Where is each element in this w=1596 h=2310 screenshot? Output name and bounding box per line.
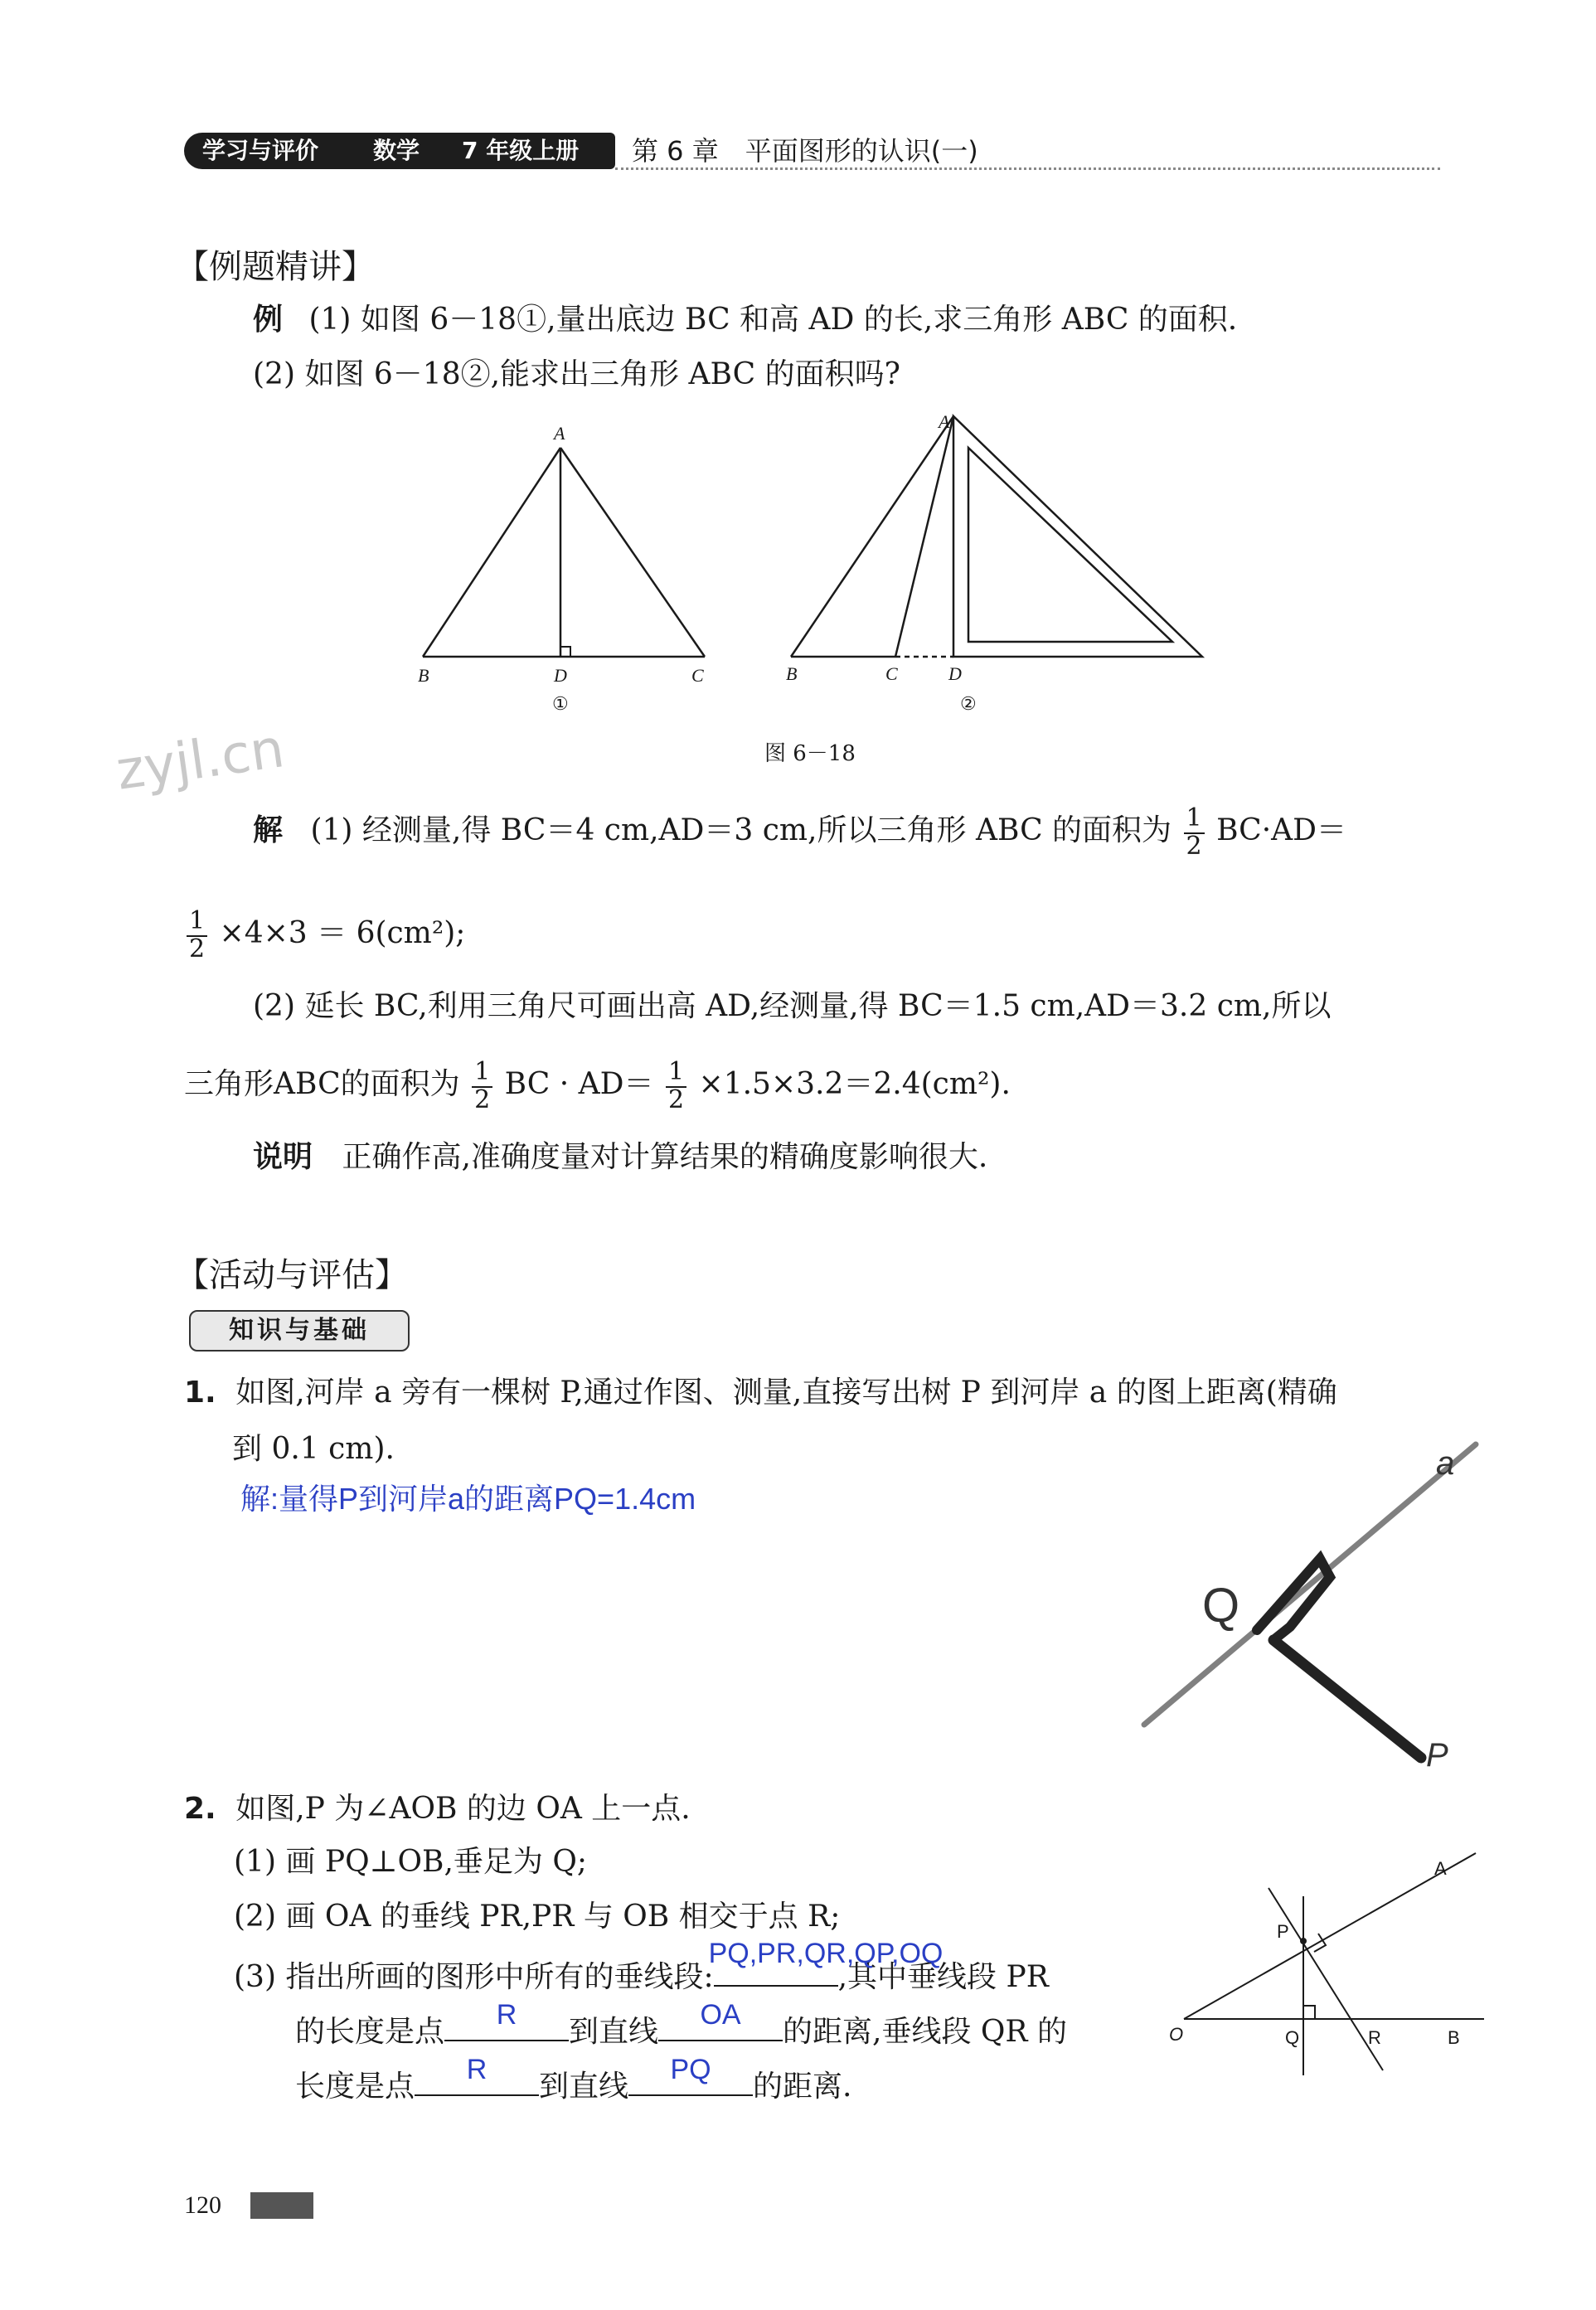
- note-text: 正确作高,准确度量对计算结果的精确度影响很大.: [342, 1140, 988, 1174]
- frac-num: 1: [472, 1060, 492, 1088]
- label-b: B: [418, 665, 429, 686]
- label-p: P: [1277, 1921, 1289, 1942]
- label-c: C: [691, 665, 704, 686]
- frac-num: 1: [666, 1060, 686, 1088]
- step3-text-b: ,其中垂线段 PR: [837, 1960, 1049, 1994]
- example-question-2: (2) 如图 6－18②,能求出三角形 ABC 的面积吗?: [253, 357, 900, 391]
- page-number-bar: [250, 2192, 313, 2219]
- knowledge-basics-tag: 知识与基础: [189, 1310, 410, 1352]
- label-a: A: [939, 411, 950, 432]
- page-number: [184, 2189, 317, 2222]
- label-o: O: [1169, 2024, 1184, 2045]
- frac-den: 2: [474, 1085, 491, 1114]
- fig1-number: ①: [552, 694, 569, 715]
- fraction-half: [666, 1057, 686, 1114]
- fraction-half: [472, 1057, 492, 1114]
- example-question-1: [253, 300, 1237, 340]
- book-title: 学习与评价: [202, 137, 319, 164]
- label-d: D: [554, 665, 567, 686]
- problem-2-text: 如图,P 为∠AOB 的边 OA 上一点.: [235, 1792, 691, 1826]
- blank-point-2[interactable]: [415, 2054, 539, 2096]
- note-label: 说明: [253, 1140, 313, 1174]
- answer-line-1: OA: [700, 1999, 741, 2031]
- label-p: P: [1426, 1737, 1448, 1774]
- right-angle-mark: [560, 647, 570, 657]
- step5-text-a: 长度是点: [295, 2070, 415, 2104]
- set-square-inner: [968, 448, 1172, 642]
- label-c: C: [885, 663, 898, 684]
- sol1-expr: BC·AD＝: [1216, 813, 1347, 847]
- side-ab: [791, 416, 953, 657]
- solution-line-4: [184, 1057, 1011, 1114]
- side-ab: [423, 448, 560, 657]
- page-number-text: 120: [184, 2191, 221, 2219]
- frac-den: 2: [668, 1085, 685, 1114]
- problem-2-step-2: (2) 画 OA 的垂线 PR,PR 与 OB 相交于点 R;: [234, 1900, 841, 1934]
- problem-2-step-1: (1) 画 PQ⊥OB,垂足为 Q;: [234, 1845, 587, 1879]
- problem-1-text: 如图,河岸 a 旁有一棵树 P,通过作图、测量,直接写出树 P 到河岸 a 的图上距离(精确: [235, 1376, 1337, 1410]
- example-label: 例: [253, 303, 284, 337]
- problem-2-step-3-end: [295, 2054, 852, 2107]
- label-b: B: [786, 663, 798, 684]
- answer-point-2: R: [466, 2054, 488, 2085]
- label-r: R: [1368, 2027, 1381, 2048]
- note-line: [253, 1138, 987, 1177]
- problem-2-figure: [1161, 1845, 1492, 2094]
- problem-2-stem: [184, 1789, 691, 1829]
- riverbank-line-a: [1144, 1444, 1476, 1725]
- solution-label: 解: [253, 813, 284, 847]
- q1-text: (1) 如图 6－18①,量出底边 BC 和高 AD 的长,求三角形 ABC 的面积.: [308, 303, 1238, 337]
- header-badge: [184, 133, 615, 169]
- label-q: Q: [1202, 1579, 1240, 1633]
- figure-caption: 图 6－18: [764, 741, 856, 766]
- step4-text-b: 到直线: [569, 2015, 659, 2049]
- step3-text-a: (3) 指出所画的图形中所有的垂线段:: [234, 1960, 714, 1994]
- step4-text-c: 的距离,垂线段 QR 的: [783, 2015, 1067, 2049]
- watermark: zyjl.cn: [112, 718, 289, 803]
- blank-line-2[interactable]: [628, 2054, 753, 2096]
- example-section-title: 【例题精讲】: [176, 248, 375, 286]
- problem-1-line-1: [184, 1373, 1337, 1413]
- label-d: D: [948, 663, 962, 684]
- sol1-text: (1) 经测量,得 BC＝4 cm,AD＝3 cm,所以三角形 ABC 的面积为: [310, 813, 1172, 847]
- step5-text-c: 的距离.: [753, 2070, 852, 2104]
- blank-segments[interactable]: [708, 1938, 944, 1987]
- problem-1-number: 1.: [184, 1376, 216, 1410]
- solution-line-2: [184, 906, 466, 963]
- sol1-result: ×4×3 ＝ 6(cm²);: [219, 916, 466, 950]
- step5-text-b: 到直线: [539, 2070, 629, 2104]
- sol2-expr: BC · AD＝: [504, 1067, 654, 1101]
- sol2-lead: 三角形ABC的面积为: [184, 1067, 460, 1101]
- side-ac: [895, 416, 953, 657]
- problem-1-figure: [1128, 1426, 1509, 1783]
- right-angle-mark-p: [1314, 1934, 1326, 1952]
- fraction-half: [187, 906, 207, 963]
- label-a: a: [1436, 1445, 1455, 1482]
- problem-1-answer: 解:量得P到河岸a的距离PQ=1.4cm: [240, 1482, 696, 1516]
- frac-num: 1: [187, 909, 207, 937]
- sol2-result: ×1.5×3.2＝2.4(cm²).: [698, 1067, 1011, 1101]
- header-divider: [615, 167, 1440, 170]
- ray-oa: [1184, 1853, 1476, 2019]
- grade-label: 7 年级上册: [462, 137, 580, 164]
- answer-point-1: R: [496, 1999, 517, 2031]
- point-p: [1300, 1938, 1307, 1944]
- blank-point-1[interactable]: [444, 1999, 569, 2041]
- perpendicular-pq: [1273, 1640, 1421, 1758]
- label-a: A: [1434, 1858, 1447, 1879]
- right-angle-mark-q: [1303, 2006, 1315, 2019]
- label-q: Q: [1285, 2027, 1300, 2048]
- answer-line-2: PQ: [670, 2054, 711, 2085]
- label-b: B: [1448, 2027, 1460, 2048]
- problem-2-step-3-cont: [295, 1999, 1067, 2052]
- chapter-title: 第 6 章 平面图形的认识(一): [632, 135, 978, 167]
- blank-line-1[interactable]: [658, 1999, 783, 2041]
- solution-line-1: [253, 803, 1347, 861]
- answer-segments: PQ,PR,QR,QP,OQ: [708, 1938, 944, 1969]
- side-ac: [560, 448, 705, 657]
- figure-6-18-1: [406, 415, 721, 721]
- frac-den: 2: [189, 934, 206, 963]
- figure-6-18-2: [779, 406, 1227, 721]
- problem-2-step-3: [234, 1938, 1049, 1997]
- fraction-half: [1184, 803, 1205, 861]
- step4-text-a: 的长度是点: [295, 2015, 445, 2049]
- label-a: A: [554, 423, 565, 444]
- problem-2-number: 2.: [184, 1792, 216, 1826]
- frac-num: 1: [1184, 806, 1205, 834]
- fig2-number: ②: [960, 694, 977, 715]
- set-square-outer: [953, 416, 1202, 657]
- problem-1-line-2: 到 0.1 cm).: [232, 1432, 395, 1466]
- activity-section-title: 【活动与评估】: [176, 1256, 408, 1294]
- solution-line-3: (2) 延长 BC,利用三角尺可画出高 AD,经测量,得 BC＝1.5 cm,AD＝3.2 cm,所以: [253, 989, 1332, 1023]
- frac-den: 2: [1186, 832, 1202, 861]
- subject-label: 数学: [373, 137, 420, 164]
